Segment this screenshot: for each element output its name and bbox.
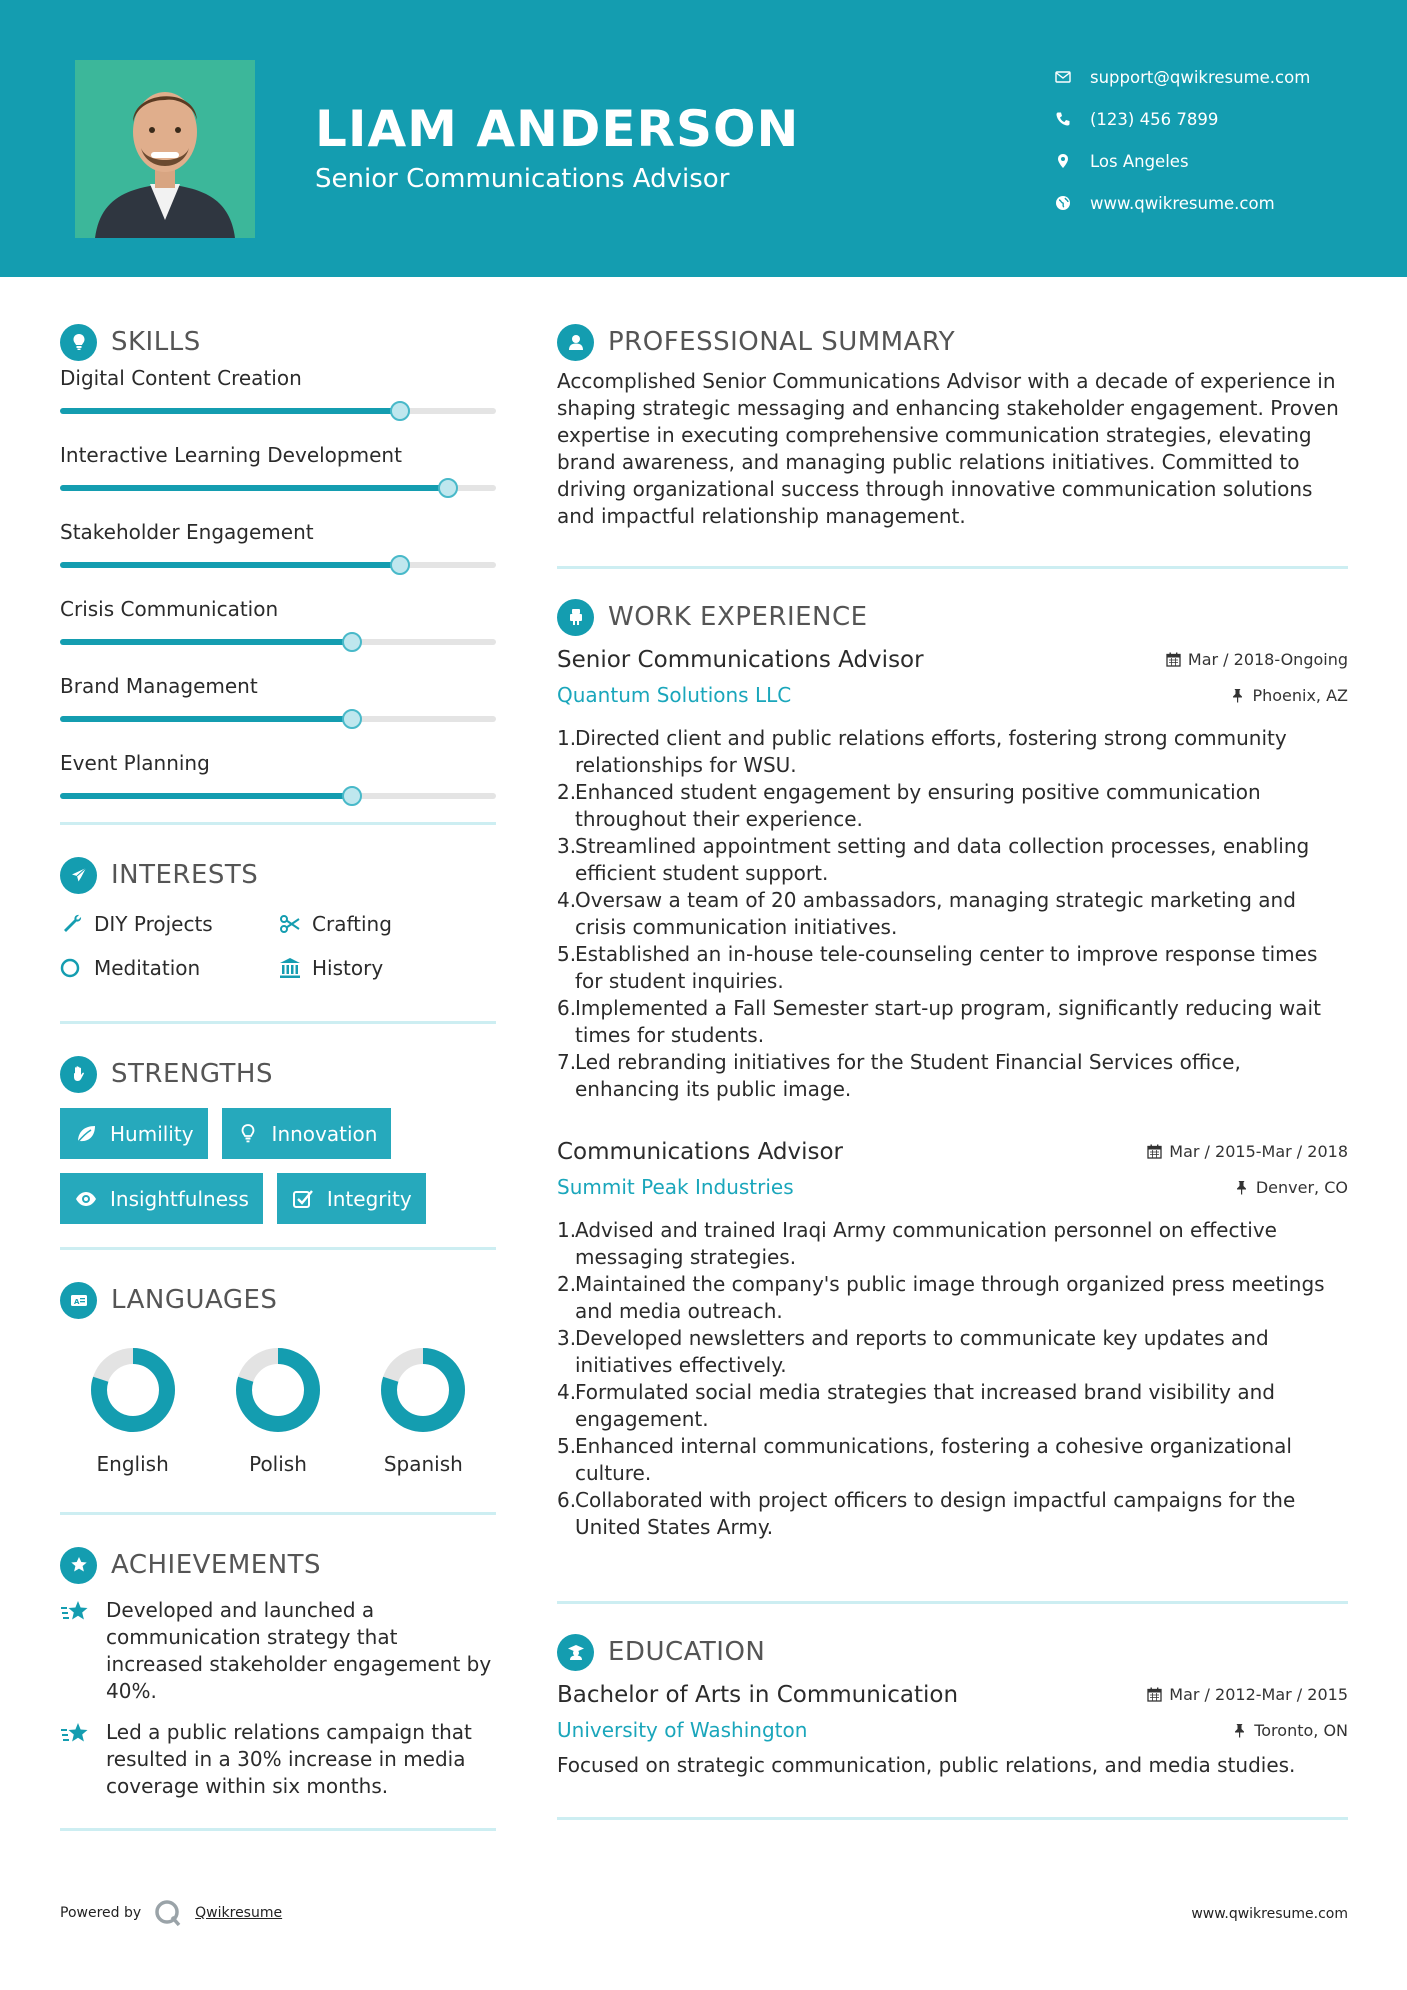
summary-divider <box>557 566 1348 569</box>
strength-label: Humility <box>110 1121 194 1146</box>
school-name: University of Washington <box>557 1718 808 1742</box>
duty-item: 5. Established an in-house tele-counseling center to improve response times for student inquiries. <box>575 941 1348 995</box>
skill-name: Event Planning <box>60 751 210 775</box>
interests-heading <box>60 855 496 895</box>
skill-bar-fill <box>60 408 400 414</box>
skill-name: Interactive Learning Development <box>60 443 402 467</box>
skill-bar-knob <box>342 632 362 652</box>
skill-bar-fill <box>60 793 352 799</box>
duty-item: 7. Led rebranding initiatives for the Student Financial Services office, enhancing its public image. <box>575 1049 1348 1103</box>
skill-bar-fill <box>60 716 352 722</box>
language-name: English <box>96 1452 169 1476</box>
phone-icon <box>1055 111 1090 127</box>
duty-item: 5. Enhanced internal communications, fostering a cohesive organizational culture. <box>575 1433 1348 1487</box>
contact-email-text: support@qwikresume.com <box>1090 67 1311 87</box>
job-location <box>1230 686 1348 705</box>
eye-icon <box>74 1187 98 1211</box>
duty-item: 1. Advised and trained Iraqi Army communication personnel on effective messaging strategies. <box>575 1217 1348 1271</box>
strength-chip <box>222 1108 392 1159</box>
skills-title: SKILLS <box>111 327 201 357</box>
duty-text: Oversaw a team of 20 ambassadors, managing strategic marketing and crisis communication initiatives. <box>575 888 1296 939</box>
skill-name: Brand Management <box>60 674 258 698</box>
degree-title: Bachelor of Arts in Communication <box>557 1682 959 1708</box>
interests-title: INTERESTS <box>111 860 259 890</box>
experience-divider <box>557 1601 1348 1604</box>
jobs-list <box>557 647 1348 1541</box>
contact-phone[interactable] <box>1055 98 1385 140</box>
bank-icon <box>278 956 312 980</box>
language-level-ring <box>234 1346 322 1434</box>
strength-label: Integrity <box>326 1186 412 1211</box>
duty-item: 1. Directed client and public relations efforts, fostering strong community relationships for WSU. <box>575 725 1348 779</box>
contact-website-text: www.qwikresume.com <box>1090 193 1275 213</box>
calendar-icon <box>1147 1144 1162 1159</box>
skill-bar <box>60 485 496 491</box>
skill-bar-fill <box>60 562 400 568</box>
skill-bar-knob <box>390 401 410 421</box>
skill-bar-fill <box>60 639 352 645</box>
duty-item: 3. Developed newsletters and reports to communicate key updates and initiatives effectively. <box>575 1325 1348 1379</box>
strength-label: Insightfulness <box>110 1186 249 1211</box>
duty-item: 3. Streamlined appointment setting and data collection processes, enabling efficient student support. <box>575 833 1348 887</box>
pushpin-icon <box>1234 1180 1249 1195</box>
education-description: Focused on strategic communication, public relations, and media studies. <box>557 1753 1296 1777</box>
achievements-title: ACHIEVEMENTS <box>111 1550 322 1580</box>
leaf-icon <box>74 1122 98 1146</box>
resume-header <box>0 0 1407 277</box>
education-entry <box>557 1682 1348 1779</box>
duty-text: Enhanced internal communications, fostering a cohesive organizational culture. <box>575 1434 1292 1485</box>
skill-name: Crisis Communication <box>60 597 279 621</box>
skill-bar <box>60 562 496 568</box>
envelope-icon <box>1055 69 1090 85</box>
duties-list <box>557 725 1348 1103</box>
languages-title: LANGUAGES <box>111 1285 278 1315</box>
map-pin-icon <box>1055 153 1090 169</box>
footer-powered-by <box>60 1898 282 1928</box>
interest-label: DIY Projects <box>94 912 213 936</box>
achievement-item <box>60 1597 496 1705</box>
profile-photo <box>75 60 255 238</box>
left-column <box>60 322 496 1831</box>
footer-website[interactable]: www.qwikresume.com <box>1191 1906 1348 1922</box>
skills-heading <box>60 322 496 362</box>
contact-phone-text: (123) 456 7899 <box>1090 109 1219 129</box>
check-square-icon <box>291 1187 315 1211</box>
skill-item <box>60 751 496 828</box>
powered-by-label: Powered by <box>60 1905 142 1921</box>
experience-title: WORK EXPERIENCE <box>608 602 868 632</box>
job-location-text: Denver, CO <box>1255 1177 1348 1197</box>
globe-icon <box>1055 195 1090 211</box>
job-date-text: Mar / 2018-Ongoing <box>1187 650 1348 669</box>
strengths-title: STRENGTHS <box>111 1059 273 1089</box>
skill-bar-fill <box>60 485 448 491</box>
skill-item <box>60 674 496 751</box>
job-date-text: Mar / 2015-Mar / 2018 <box>1169 1142 1348 1161</box>
interest-item <box>278 955 496 981</box>
briefcase-icon <box>557 599 594 636</box>
summary-heading <box>557 322 1348 362</box>
interest-label: Crafting <box>312 912 392 936</box>
job-location <box>1234 1178 1348 1197</box>
interest-label: Meditation <box>94 956 201 980</box>
job-location-text: Phoenix, AZ <box>1252 685 1348 705</box>
duty-text: Advised and trained Iraqi Army communication personnel on effective messaging strategies. <box>575 1218 1277 1269</box>
contact-location-text: Los Angeles <box>1090 151 1189 171</box>
company-name: Summit Peak Industries <box>557 1175 794 1199</box>
paper-plane-icon <box>60 857 97 894</box>
strengths-divider <box>60 1247 496 1250</box>
lightbulb-icon <box>236 1122 260 1146</box>
education-date-text: Mar / 2012-Mar / 2015 <box>1169 1685 1348 1704</box>
education-location-text: Toronto, ON <box>1254 1720 1348 1740</box>
calendar-icon <box>1166 652 1181 667</box>
education-title: EDUCATION <box>608 1637 766 1667</box>
skill-name: Digital Content Creation <box>60 366 302 390</box>
language-name: Polish <box>249 1452 307 1476</box>
duty-text: Established an in-house tele-counseling center to improve response times for student inquiries. <box>575 942 1318 993</box>
skill-item <box>60 366 496 443</box>
strength-chip <box>277 1173 426 1224</box>
achievement-text: Led a public relations campaign that resulted in a 30% increase in media coverage within six months. <box>106 1720 472 1798</box>
job-title: Senior Communications Advisor <box>557 647 924 673</box>
skill-bar <box>60 408 496 414</box>
language-name: Spanish <box>383 1452 463 1476</box>
svg-text:A: A <box>73 1298 79 1306</box>
contact-location <box>1055 140 1385 182</box>
duties-list <box>557 1217 1348 1541</box>
duty-item: 2. Maintained the company's public image through organized press meetings and media outreach. <box>575 1271 1348 1325</box>
language-item <box>60 1346 205 1476</box>
company-name: Quantum Solutions LLC <box>557 683 792 707</box>
achievements-heading <box>60 1545 496 1585</box>
languages-divider <box>60 1512 496 1515</box>
interests-list <box>60 911 496 981</box>
skill-item <box>60 443 496 520</box>
contact-list <box>1055 56 1385 224</box>
achievement-text: Developed and launched a communication strategy that increased stakeholder engagement by 40%. <box>106 1598 492 1703</box>
duty-text: Streamlined appointment setting and data collection processes, enabling efficient student support. <box>575 834 1310 885</box>
qwikresume-logo-icon <box>153 1898 183 1928</box>
duty-item: 6. Collaborated with project officers to design impactful campaigns for the United States Army. <box>575 1487 1348 1541</box>
skill-bar <box>60 793 496 799</box>
skills-list <box>60 366 496 828</box>
job-entry <box>557 1139 1348 1541</box>
candidate-name: LIAM ANDERSON <box>315 100 800 158</box>
strength-chip <box>60 1173 263 1224</box>
job-date <box>1166 650 1348 669</box>
duty-text: Collaborated with project officers to design impactful campaigns for the United States Army. <box>575 1488 1296 1539</box>
duty-item: 2. Enhanced student engagement by ensuring positive communication throughout their experience. <box>575 779 1348 833</box>
duty-text: Led rebranding initiatives for the Student Financial Services office, enhancing its public image. <box>575 1050 1241 1101</box>
achievements-divider <box>60 1828 496 1831</box>
skill-item <box>60 597 496 674</box>
summary-text: Accomplished Senior Communications Advisor with a decade of experience in shaping strategic messaging and enhancing stakeholder engagement. Proven expertise in executing comprehensive communication strategies, elevating brand awareness, and managing public relations initiatives. Committed to driving organizational success through innovative communication solutions and impactful relationship management. <box>557 369 1339 528</box>
circle-icon <box>60 956 94 980</box>
duty-text: Directed client and public relations efforts, fostering strong community relationships for WSU. <box>575 726 1287 777</box>
education-date <box>1147 1685 1348 1704</box>
skill-bar-knob <box>438 478 458 498</box>
job-title: Communications Advisor <box>557 1139 844 1165</box>
calendar-icon <box>1147 1687 1162 1702</box>
pushpin-icon <box>1232 1723 1247 1738</box>
achievement-item <box>60 1719 496 1800</box>
education-divider <box>557 1817 1348 1820</box>
skill-bar <box>60 716 496 722</box>
duty-text: Enhanced student engagement by ensuring positive communication throughout their experience. <box>575 780 1261 831</box>
summary-title: PROFESSIONAL SUMMARY <box>608 327 956 357</box>
language-item <box>205 1346 350 1476</box>
pushpin-icon <box>1230 688 1245 703</box>
hand-icon <box>60 1056 97 1093</box>
star-icon <box>60 1597 106 1705</box>
wrench-icon <box>60 912 94 936</box>
education-location <box>1232 1721 1348 1740</box>
achievements-list <box>60 1597 496 1800</box>
skill-bar <box>60 639 496 645</box>
interest-item <box>278 911 496 937</box>
interests-divider <box>60 1021 496 1024</box>
experience-heading <box>557 597 1348 637</box>
duty-text: Formulated social media strategies that increased brand visibility and engagement. <box>575 1380 1275 1431</box>
scissors-icon <box>278 912 312 936</box>
skill-bar-knob <box>390 555 410 575</box>
graduate-icon <box>557 1634 594 1671</box>
strength-chip <box>60 1108 208 1159</box>
duty-item: 4. Oversaw a team of 20 ambassadors, managing strategic marketing and crisis communication initiatives. <box>575 887 1348 941</box>
skill-name: Stakeholder Engagement <box>60 520 314 544</box>
strengths-list <box>60 1108 496 1224</box>
education-heading <box>557 1632 1348 1672</box>
language-level-ring <box>379 1346 467 1434</box>
interest-item <box>60 955 278 981</box>
languages-heading <box>60 1280 496 1320</box>
language-icon <box>60 1282 97 1319</box>
contact-website[interactable] <box>1055 182 1385 224</box>
right-column <box>557 322 1348 1820</box>
duty-item: 4. Formulated social media strategies that increased brand visibility and engagement. <box>575 1379 1348 1433</box>
job-entry <box>557 647 1348 1103</box>
duty-text: Developed newsletters and reports to communicate key updates and initiatives effectively. <box>575 1326 1269 1377</box>
language-level-ring <box>89 1346 177 1434</box>
lightbulb-icon <box>60 324 97 361</box>
star-badge-icon <box>60 1547 97 1584</box>
duty-text: Maintained the company's public image through organized press meetings and media outreach. <box>575 1272 1325 1323</box>
languages-list <box>60 1346 496 1476</box>
interest-item <box>60 911 278 937</box>
candidate-role: Senior Communications Advisor <box>315 164 730 194</box>
skill-bar-knob <box>342 786 362 806</box>
duty-text: Implemented a Fall Semester start-up program, significantly reducing wait times for students. <box>575 996 1321 1047</box>
skill-bar-knob <box>342 709 362 729</box>
interest-label: History <box>312 956 384 980</box>
strengths-heading <box>60 1054 496 1094</box>
contact-email[interactable] <box>1055 56 1385 98</box>
strength-label: Innovation <box>271 1121 378 1146</box>
skill-item <box>60 520 496 597</box>
duty-item: 6. Implemented a Fall Semester start-up program, significantly reducing wait times for students. <box>575 995 1348 1049</box>
star-icon <box>60 1719 106 1800</box>
user-icon <box>557 324 594 361</box>
job-date <box>1147 1142 1348 1161</box>
language-item <box>351 1346 496 1476</box>
qwikresume-link[interactable]: Qwikresume <box>195 1905 283 1921</box>
